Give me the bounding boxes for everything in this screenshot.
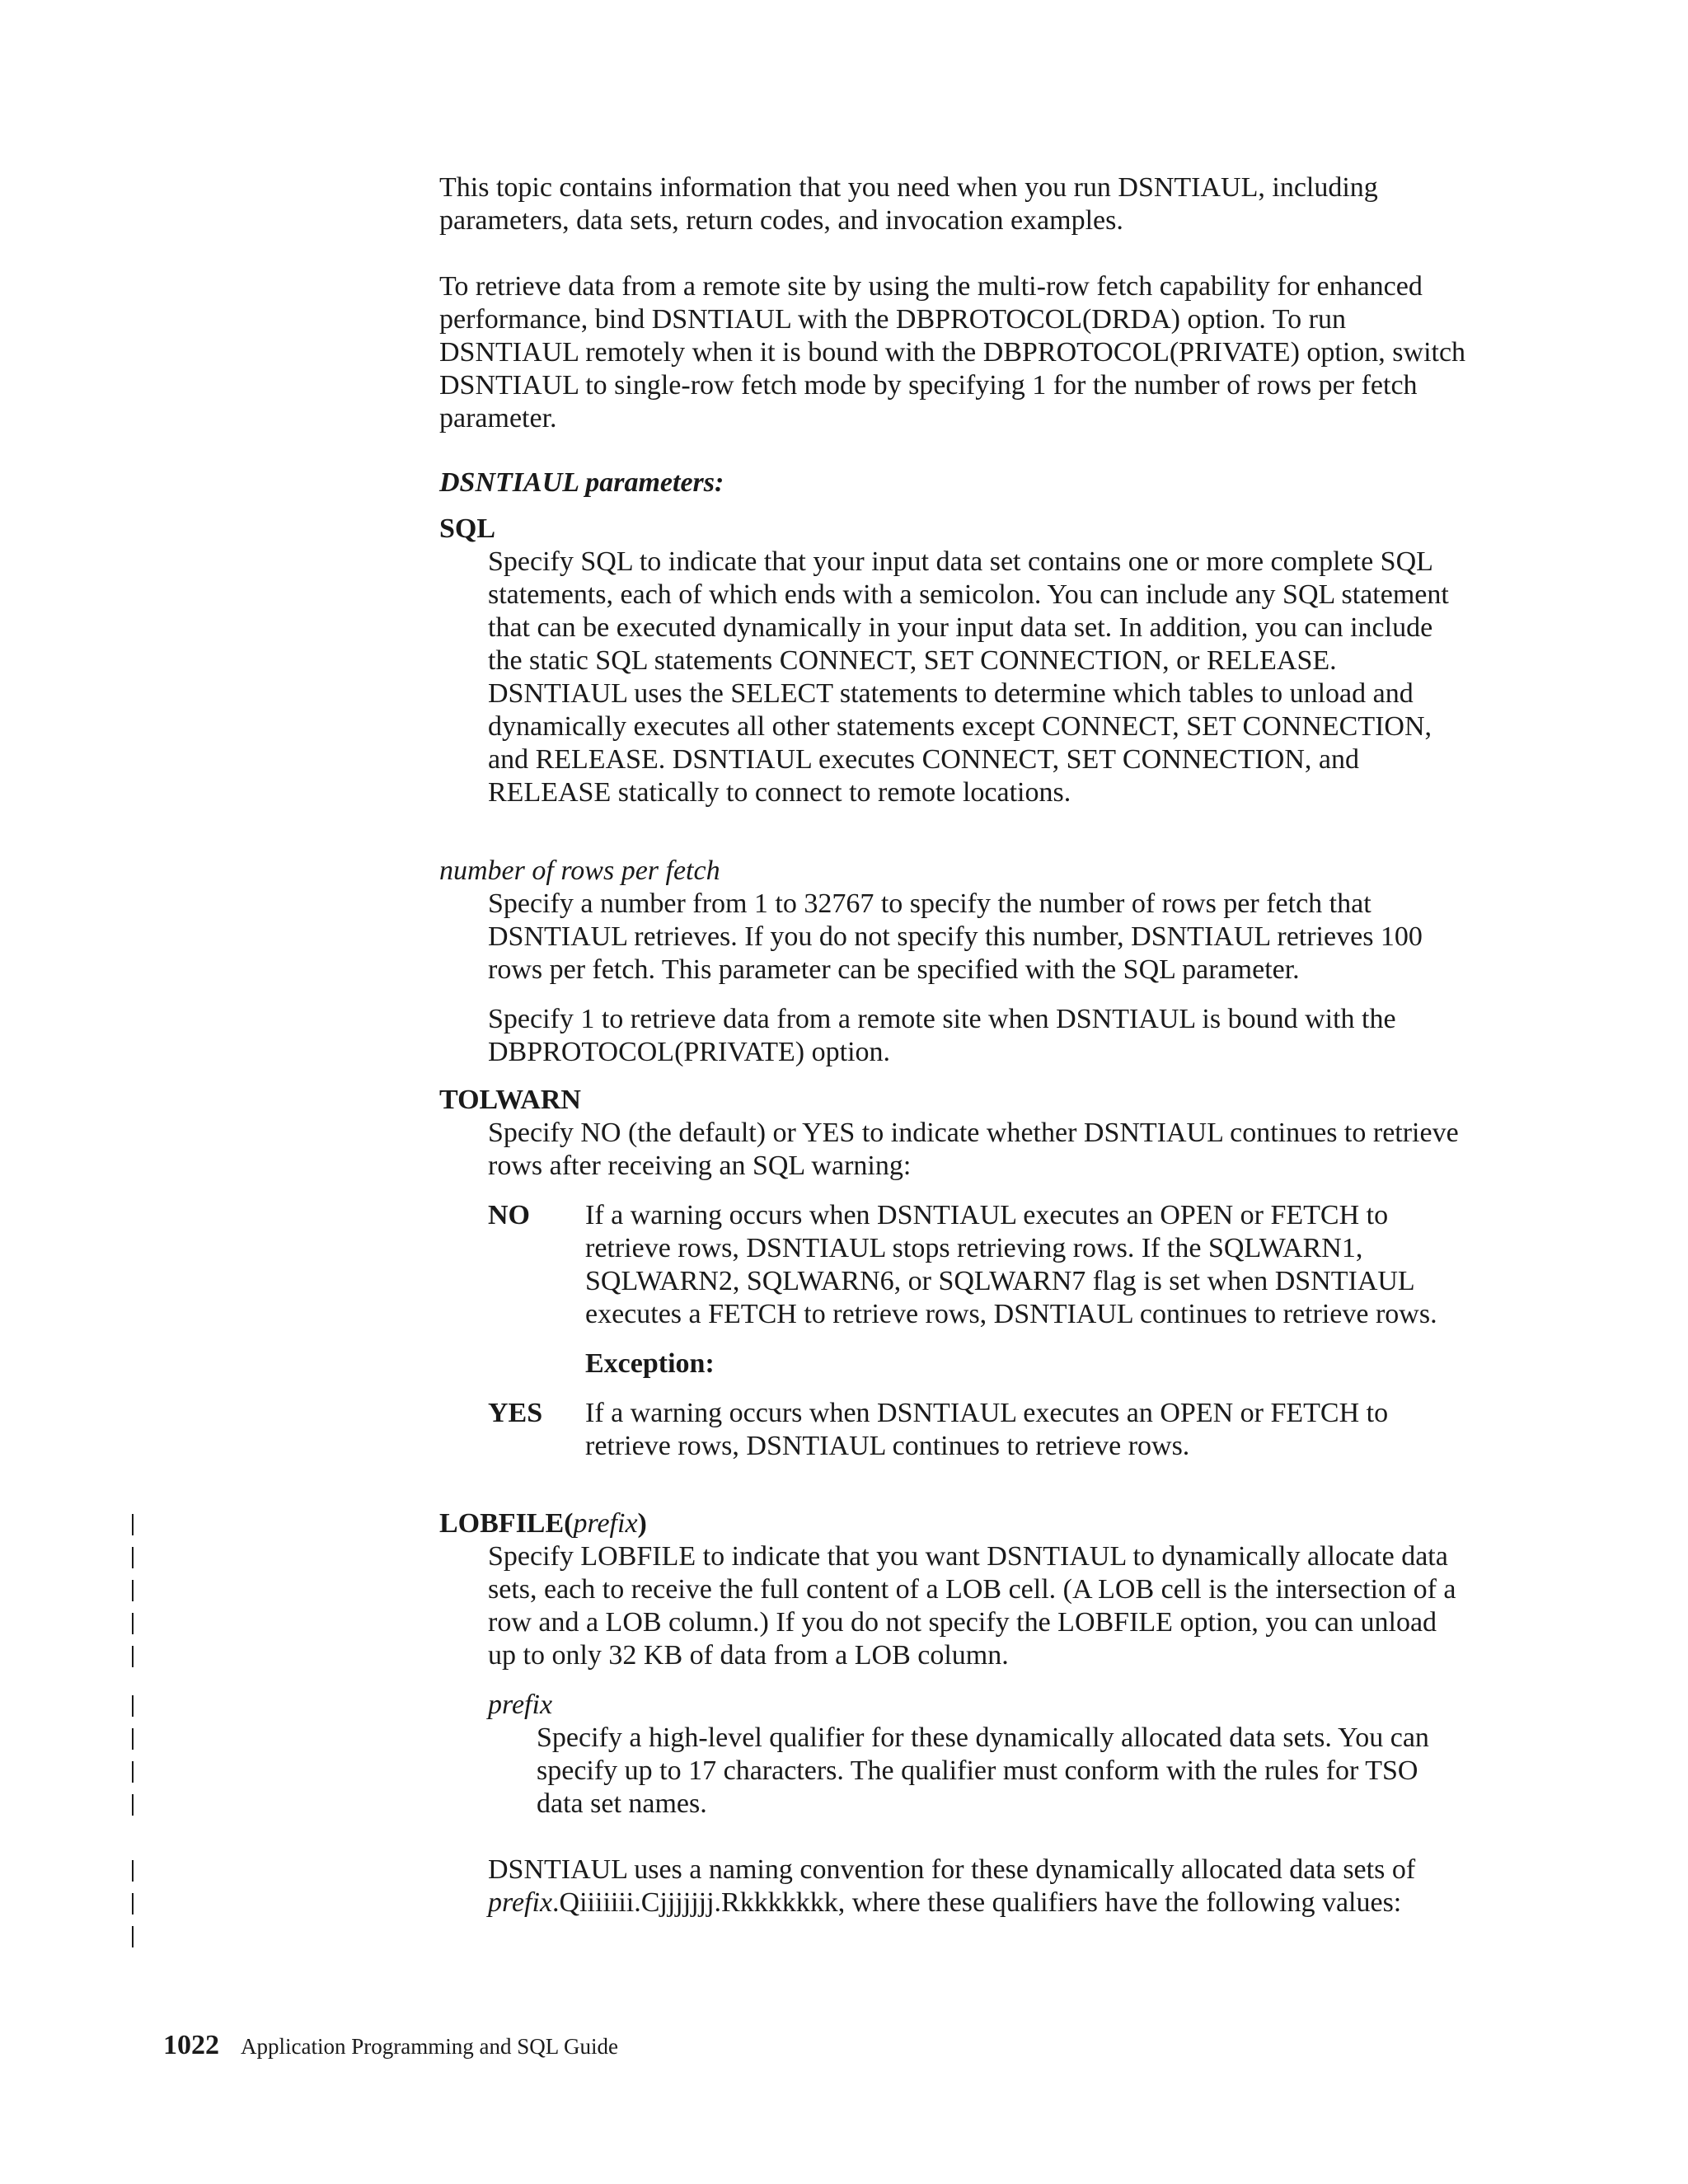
lobfile-term-prefix: prefix	[573, 1508, 638, 1539]
tolwarn-description: Specify NO (the default) or YES to indicate whether DSNTIAUL continues to retrieve rows after receiving an SQL warning:	[488, 1118, 1459, 1181]
naming-prefix: prefix	[488, 1887, 553, 1918]
rows-per-fetch-description: Specify a number from 1 to 32767 to specify the number of rows per fetch that DSNTIAUL retrieves. If you do not specify this number, DSNTIAUL retrieves 100 rows per fetch. This parameter can be specified with the SQL parameter.	[488, 888, 1423, 985]
option-no-description: If a warning occurs when DSNTIAUL executes an OPEN or FETCH to retrieve rows, DSNTIAUL stops retrieving rows. If the SQLWARN1, SQLWARN2, SQLWARN6, or SQLWARN7 flag is set when DSNTIAUL executes a FETCH to retrieve rows, DSNTIAUL continues to retrieve rows.	[585, 1200, 1437, 1329]
page-number: 1022	[163, 2030, 219, 2060]
tolwarn-option-yes	[488, 1397, 1470, 1463]
change-bar	[132, 1860, 134, 1882]
sql-description: Specify SQL to indicate that your input data set contains one or more complete SQL statements, each of which ends with a semicolon. You can include any SQL statement that can be executed dynamically in your input data set. In addition, you can include the static SQL statements CONNECT, SET CONNECTION, or RELEASE. DSNTIAUL uses the SELECT statements to determine which tables to unload and dynamically executes all other statements except CONNECT, SET CONNECTION, and RELEASE. DSNTIAUL executes CONNECT, SET CONNECTION, and RELEASE statically to connect to remote locations.	[488, 546, 1449, 808]
naming-text-b: .Qiiiiiii.Cjjjjjjj.Rkkkkkkk, where these qualifiers have the following values:	[552, 1887, 1402, 1918]
page-footer	[163, 2029, 618, 2063]
change-bar	[132, 1613, 134, 1634]
intro-paragraph-1: This topic contains information that you need when you run DSNTIAUL, including parameters, data sets, return codes, and invocation examples.	[439, 172, 1378, 236]
naming-text-a: DSNTIAUL uses a naming convention for these dynamically allocated data sets of	[488, 1854, 1416, 1885]
change-bar	[132, 1580, 134, 1601]
change-bar	[132, 1695, 134, 1717]
change-bar	[132, 1794, 134, 1816]
change-bar	[132, 1926, 134, 1947]
parameters-heading: DSNTIAUL parameters:	[439, 467, 724, 498]
naming-convention	[488, 1854, 1470, 1919]
change-bar	[132, 1761, 134, 1783]
tolwarn-term: TOLWARN	[439, 1085, 581, 1115]
sql-term: SQL	[439, 513, 496, 544]
tolwarn-option-no	[488, 1199, 1470, 1331]
change-bar	[132, 1514, 134, 1535]
change-bar	[132, 1646, 134, 1667]
intro-paragraph-2: To retrieve data from a remote site by using the multi-row fetch capability for enhanced performance, bind DSNTIAUL with the DBPROTOCOL(DRDA) option. To run DSNTIAUL remotely when it is bound with the DBPROTOCOL(PRIVATE) option, switch DSNTIAUL to single-row fetch mode by specifying 1 for the number of rows per fetch parameter.	[439, 271, 1466, 434]
option-yes-description: If a warning occurs when DSNTIAUL executes an OPEN or FETCH to retrieve rows, DSNTIAUL continues to retrieve rows.	[585, 1398, 1389, 1461]
rows-per-fetch-parameter	[439, 855, 1470, 1069]
lobfile-term	[439, 1507, 1470, 1540]
rows-per-fetch-note: Specify 1 to retrieve data from a remote site when DSNTIAUL is bound with the DBPROTOCOL(PRIVATE) option.	[488, 1004, 1396, 1067]
lobfile-term-close: )	[637, 1508, 647, 1539]
guide-title: Application Programming and SQL Guide	[241, 2034, 618, 2059]
option-no-key: NO	[488, 1200, 530, 1230]
change-bar	[132, 1547, 134, 1568]
lobfile-parameter	[439, 1507, 1470, 1919]
prefix-description: Specify a high-level qualifier for these dynamically allocated data sets. You can specify up to 17 characters. The qualifier must conform with the rules for TSO data set names.	[537, 1722, 1429, 1819]
lobfile-term-keyword: LOBFILE(	[439, 1508, 574, 1539]
prefix-term: prefix	[488, 1690, 553, 1720]
change-bar	[132, 1893, 134, 1915]
option-yes-key: YES	[488, 1398, 543, 1428]
tolwarn-parameter	[439, 1084, 1470, 1463]
lobfile-description: Specify LOBFILE to indicate that you want DSNTIAUL to dynamically allocate data sets, each to receive the full content of a LOB cell. (A LOB cell is the intersection of a row and a LOB column.) If you do not specify the LOBFILE option, you can unload up to only 32 KB of data from a LOB column.	[488, 1541, 1456, 1671]
change-bar	[132, 1728, 134, 1750]
exception-label: Exception:	[585, 1348, 715, 1379]
sql-parameter	[439, 513, 1470, 809]
rows-per-fetch-term: number of rows per fetch	[439, 855, 720, 886]
